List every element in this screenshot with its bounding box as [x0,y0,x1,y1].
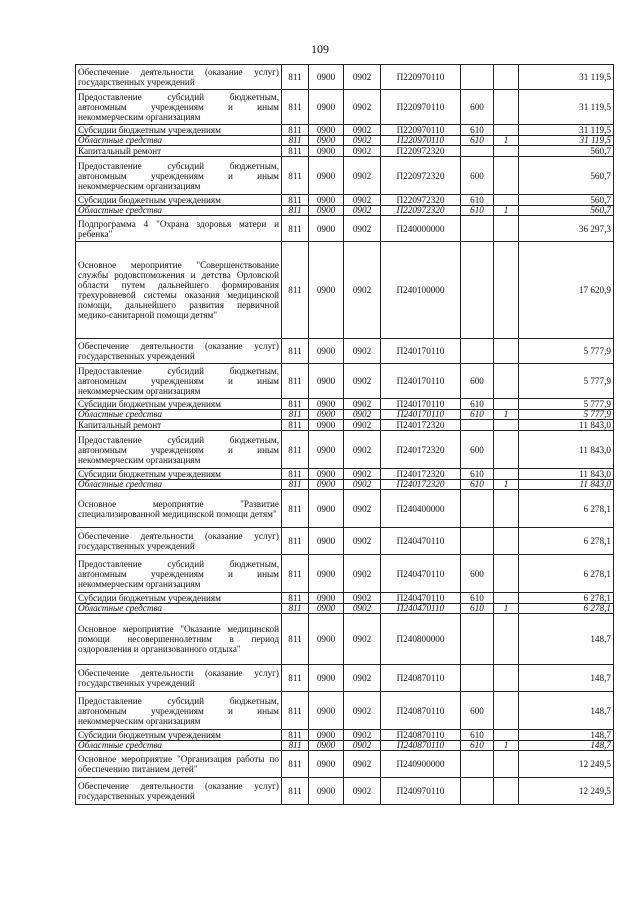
row-section-code: 0900 [309,157,344,195]
row-name: Предоставление субсидий бюджетным, автономным учреждениям и иным некоммерческим организациям [76,431,282,469]
row-subsection-code: 0902 [344,778,381,805]
row-name: Областные средства [76,136,282,146]
row-target-article: П220972320 [381,206,461,216]
table-row [76,528,614,555]
row-amount: 11 843,0 [519,469,614,480]
row-target-article: П240172320 [381,431,461,469]
row-funding-source [494,339,519,364]
row-ved-code: 811 [282,604,309,614]
row-name: Предоставление субсидий бюджетным, автономным учреждениям и иным некоммерческим организациям [76,364,282,399]
table-row [76,420,614,431]
row-subsection-code: 0902 [344,136,381,146]
row-funding-source [494,778,519,805]
row-ved-code: 811 [282,593,309,604]
row-amount: 6 278,1 [519,555,614,593]
row-expense-type: 610 [461,195,494,206]
row-name: Субсидии бюджетным учреждениям [76,469,282,480]
row-subsection-code: 0902 [344,195,381,206]
row-ved-code: 811 [282,157,309,195]
row-section-code: 0900 [309,469,344,480]
row-amount: 5 777,9 [519,364,614,399]
row-amount: 5 777,9 [519,339,614,364]
row-expense-type: 600 [461,431,494,469]
table-row [76,206,614,216]
row-amount: 560,7 [519,146,614,157]
table-row [76,730,614,741]
row-expense-type: 610 [461,480,494,490]
table-row [76,604,614,614]
row-funding-source [494,90,519,125]
row-name: Субсидии бюджетным учреждениям [76,730,282,741]
row-name: Предоставление субсидий бюджетным, автономным учреждениям и иным некоммерческим организациям [76,90,282,125]
row-amount: 560,7 [519,157,614,195]
row-amount: 12 249,5 [519,751,614,778]
row-name: Предоставление субсидий бюджетным, автономным учреждениям и иным некоммерческим организациям [76,555,282,593]
row-amount: 5 777,9 [519,399,614,410]
row-expense-type: 610 [461,206,494,216]
row-name: Основное мероприятие "Совершенствование службы родовспоможения и детства Орловской области путем дальнейшего формирования трехуровневой системы оказания медицинской помощи, дальнейшего развития первичной медико-санитарной помощи детям" [76,242,282,339]
row-name: Предоставление субсидий бюджетным, автономным учреждениям и иным некоммерческим организациям [76,157,282,195]
row-amount: 148,7 [519,614,614,665]
row-expense-type: 610 [461,730,494,741]
row-expense-type: 600 [461,555,494,593]
row-name: Субсидии бюджетным учреждениям [76,195,282,206]
row-funding-source [494,399,519,410]
row-ved-code: 811 [282,399,309,410]
row-name: Обеспечение деятельности (оказание услуг) государственных учреждений [76,528,282,555]
row-ved-code: 811 [282,730,309,741]
row-amount: 6 278,1 [519,528,614,555]
row-name: Субсидии бюджетным учреждениям [76,125,282,136]
row-target-article: П240172320 [381,469,461,480]
row-name: Основное мероприятие "Оказание медицинской помощи несовершеннолетним в период оздоровления и организованного отдыха" [76,614,282,665]
row-funding-source [494,692,519,730]
row-expense-type [461,751,494,778]
row-subsection-code: 0902 [344,146,381,157]
row-funding-source: 1 [494,604,519,614]
row-target-article: П240470110 [381,555,461,593]
row-ved-code: 811 [282,555,309,593]
row-amount: 560,7 [519,206,614,216]
row-expense-type [461,778,494,805]
row-target-article: П240172320 [381,420,461,431]
row-ved-code: 811 [282,431,309,469]
row-section-code: 0900 [309,65,344,90]
budget-table-body [76,65,614,805]
row-subsection-code: 0902 [344,90,381,125]
row-section-code: 0900 [309,90,344,125]
row-section-code: 0900 [309,751,344,778]
row-section-code: 0900 [309,339,344,364]
row-ved-code: 811 [282,614,309,665]
row-target-article: П220970110 [381,90,461,125]
row-funding-source [494,730,519,741]
row-target-article: П220970110 [381,65,461,90]
row-subsection-code: 0902 [344,604,381,614]
row-section-code: 0900 [309,741,344,751]
row-section-code: 0900 [309,125,344,136]
row-subsection-code: 0902 [344,216,381,242]
row-ved-code: 811 [282,778,309,805]
table-row [76,778,614,805]
row-funding-source [494,469,519,480]
row-amount: 31 119,5 [519,90,614,125]
row-expense-type [461,146,494,157]
row-expense-type: 610 [461,604,494,614]
row-name: Капитальный ремонт [76,420,282,431]
row-funding-source [494,420,519,431]
row-subsection-code: 0902 [344,593,381,604]
row-subsection-code: 0902 [344,490,381,528]
row-target-article: П240900000 [381,751,461,778]
table-row [76,90,614,125]
row-section-code: 0900 [309,136,344,146]
row-amount: 31 119,5 [519,125,614,136]
row-ved-code: 811 [282,480,309,490]
row-target-article: П240000000 [381,216,461,242]
row-amount: 17 620,9 [519,242,614,339]
table-row [76,216,614,242]
row-name: Капитальный ремонт [76,146,282,157]
row-name: Подпрограмма 4 "Охрана здоровья матери и ребенка" [76,216,282,242]
row-funding-source [494,614,519,665]
row-funding-source [494,431,519,469]
row-target-article: П240170110 [381,410,461,420]
row-ved-code: 811 [282,125,309,136]
row-section-code: 0900 [309,431,344,469]
table-row [76,490,614,528]
row-subsection-code: 0902 [344,469,381,480]
table-row [76,410,614,420]
row-name: Обеспечение деятельности (оказание услуг) государственных учреждений [76,778,282,805]
row-expense-type [461,665,494,692]
row-subsection-code: 0902 [344,125,381,136]
row-expense-type: 610 [461,410,494,420]
row-section-code: 0900 [309,146,344,157]
row-amount: 6 278,1 [519,593,614,604]
table-row [76,751,614,778]
row-ved-code: 811 [282,469,309,480]
row-ved-code: 811 [282,692,309,730]
row-name: Областные средства [76,480,282,490]
table-row [76,364,614,399]
row-target-article: П240470110 [381,604,461,614]
row-target-article: П240870110 [381,741,461,751]
row-section-code: 0900 [309,216,344,242]
row-section-code: 0900 [309,480,344,490]
row-target-article: П240800000 [381,614,461,665]
row-ved-code: 811 [282,90,309,125]
row-amount: 31 119,5 [519,136,614,146]
table-row [76,242,614,339]
row-subsection-code: 0902 [344,339,381,364]
row-expense-type: 610 [461,741,494,751]
row-target-article: П240970110 [381,778,461,805]
row-name: Областные средства [76,206,282,216]
row-section-code: 0900 [309,399,344,410]
row-funding-source [494,751,519,778]
row-ved-code: 811 [282,339,309,364]
row-funding-source [494,195,519,206]
row-ved-code: 811 [282,364,309,399]
row-name: Субсидии бюджетным учреждениям [76,399,282,410]
row-target-article: П220972320 [381,146,461,157]
row-section-code: 0900 [309,593,344,604]
row-subsection-code: 0902 [344,364,381,399]
row-target-article: П220972320 [381,157,461,195]
row-subsection-code: 0902 [344,692,381,730]
row-expense-type [461,490,494,528]
table-row [76,125,614,136]
row-name: Субсидии бюджетным учреждениям [76,593,282,604]
row-funding-source [494,65,519,90]
table-row [76,480,614,490]
row-name: Основное мероприятие "Организация работы по обеспечению питанием детей" [76,751,282,778]
row-ved-code: 811 [282,146,309,157]
row-subsection-code: 0902 [344,528,381,555]
row-target-article: П240170110 [381,339,461,364]
row-subsection-code: 0902 [344,410,381,420]
row-subsection-code: 0902 [344,751,381,778]
row-subsection-code: 0902 [344,614,381,665]
row-ved-code: 811 [282,216,309,242]
row-name: Областные средства [76,604,282,614]
row-name: Областные средства [76,741,282,751]
row-section-code: 0900 [309,410,344,420]
row-ved-code: 811 [282,410,309,420]
row-expense-type: 600 [461,90,494,125]
table-row [76,614,614,665]
row-subsection-code: 0902 [344,242,381,339]
row-section-code: 0900 [309,242,344,339]
row-name: Предоставление субсидий бюджетным, автономным учреждениям и иным некоммерческим организациям [76,692,282,730]
row-expense-type: 600 [461,364,494,399]
table-row [76,65,614,90]
row-subsection-code: 0902 [344,65,381,90]
row-section-code: 0900 [309,364,344,399]
row-expense-type [461,614,494,665]
row-funding-source [494,242,519,339]
row-subsection-code: 0902 [344,730,381,741]
row-subsection-code: 0902 [344,555,381,593]
row-ved-code: 811 [282,665,309,692]
row-target-article: П220972320 [381,195,461,206]
row-amount: 560,7 [519,195,614,206]
row-name: Обеспечение деятельности (оказание услуг) государственных учреждений [76,665,282,692]
row-section-code: 0900 [309,730,344,741]
row-amount: 6 278,1 [519,490,614,528]
table-row [76,665,614,692]
table-row [76,692,614,730]
row-funding-source [494,593,519,604]
row-amount: 6 278,1 [519,604,614,614]
row-ved-code: 811 [282,195,309,206]
row-expense-type [461,65,494,90]
row-ved-code: 811 [282,65,309,90]
table-row [76,339,614,364]
row-funding-source [494,555,519,593]
table-row [76,399,614,410]
row-funding-source: 1 [494,741,519,751]
row-target-article: П240172320 [381,480,461,490]
row-amount: 31 119,5 [519,65,614,90]
row-ved-code: 811 [282,420,309,431]
row-funding-source: 1 [494,480,519,490]
row-section-code: 0900 [309,528,344,555]
table-row [76,431,614,469]
row-section-code: 0900 [309,555,344,593]
row-amount: 148,7 [519,665,614,692]
row-target-article: П240170110 [381,364,461,399]
row-funding-source [494,490,519,528]
row-target-article: П240870110 [381,665,461,692]
row-subsection-code: 0902 [344,157,381,195]
row-target-article: П240400000 [381,490,461,528]
row-section-code: 0900 [309,604,344,614]
row-target-article: П240870110 [381,730,461,741]
row-funding-source [494,665,519,692]
row-expense-type [461,216,494,242]
row-section-code: 0900 [309,420,344,431]
row-amount: 11 843,0 [519,480,614,490]
row-target-article: П240470110 [381,528,461,555]
row-expense-type: 610 [461,399,494,410]
row-name: Областные средства [76,410,282,420]
table-row [76,593,614,604]
row-section-code: 0900 [309,195,344,206]
row-expense-type: 600 [461,692,494,730]
row-funding-source [494,146,519,157]
row-subsection-code: 0902 [344,431,381,469]
row-expense-type: 610 [461,469,494,480]
row-expense-type [461,242,494,339]
row-subsection-code: 0902 [344,206,381,216]
row-funding-source [494,364,519,399]
row-name: Обеспечение деятельности (оказание услуг) государственных учреждений [76,339,282,364]
row-funding-source [494,216,519,242]
row-subsection-code: 0902 [344,665,381,692]
row-ved-code: 811 [282,242,309,339]
row-funding-source: 1 [494,206,519,216]
row-subsection-code: 0902 [344,399,381,410]
row-expense-type [461,420,494,431]
row-amount: 11 843,0 [519,431,614,469]
row-subsection-code: 0902 [344,480,381,490]
table-row [76,741,614,751]
table-row [76,136,614,146]
row-amount: 5 777,9 [519,410,614,420]
row-amount: 36 297,3 [519,216,614,242]
row-section-code: 0900 [309,490,344,528]
row-amount: 148,7 [519,692,614,730]
row-amount: 11 843,0 [519,420,614,431]
row-ved-code: 811 [282,751,309,778]
row-funding-source: 1 [494,410,519,420]
row-section-code: 0900 [309,692,344,730]
row-section-code: 0900 [309,665,344,692]
row-amount: 148,7 [519,730,614,741]
row-target-article: П240870110 [381,692,461,730]
row-subsection-code: 0902 [344,741,381,751]
row-section-code: 0900 [309,778,344,805]
table-row [76,195,614,206]
table-row [76,157,614,195]
page-number: 109 [311,42,329,56]
row-expense-type: 600 [461,157,494,195]
row-ved-code: 811 [282,206,309,216]
row-funding-source [494,157,519,195]
row-funding-source [494,125,519,136]
row-subsection-code: 0902 [344,420,381,431]
row-expense-type: 610 [461,593,494,604]
row-target-article: П220970110 [381,136,461,146]
row-section-code: 0900 [309,614,344,665]
row-target-article: П220970110 [381,125,461,136]
row-expense-type: 610 [461,125,494,136]
row-funding-source [494,528,519,555]
table-row [76,555,614,593]
row-target-article: П240100000 [381,242,461,339]
row-ved-code: 811 [282,136,309,146]
row-section-code: 0900 [309,206,344,216]
row-ved-code: 811 [282,741,309,751]
row-expense-type: 610 [461,136,494,146]
table-row [76,469,614,480]
row-funding-source: 1 [494,136,519,146]
row-name: Обеспечение деятельности (оказание услуг) государственных учреждений [76,65,282,90]
row-ved-code: 811 [282,528,309,555]
row-expense-type [461,528,494,555]
row-ved-code: 811 [282,490,309,528]
row-target-article: П240470110 [381,593,461,604]
row-name: Основное мероприятие "Развитие специализированной медицинской помощи детям" [76,490,282,528]
budget-table [75,64,614,805]
row-expense-type [461,339,494,364]
row-target-article: П240170110 [381,399,461,410]
row-amount: 12 249,5 [519,778,614,805]
table-row [76,146,614,157]
row-amount: 148,7 [519,741,614,751]
